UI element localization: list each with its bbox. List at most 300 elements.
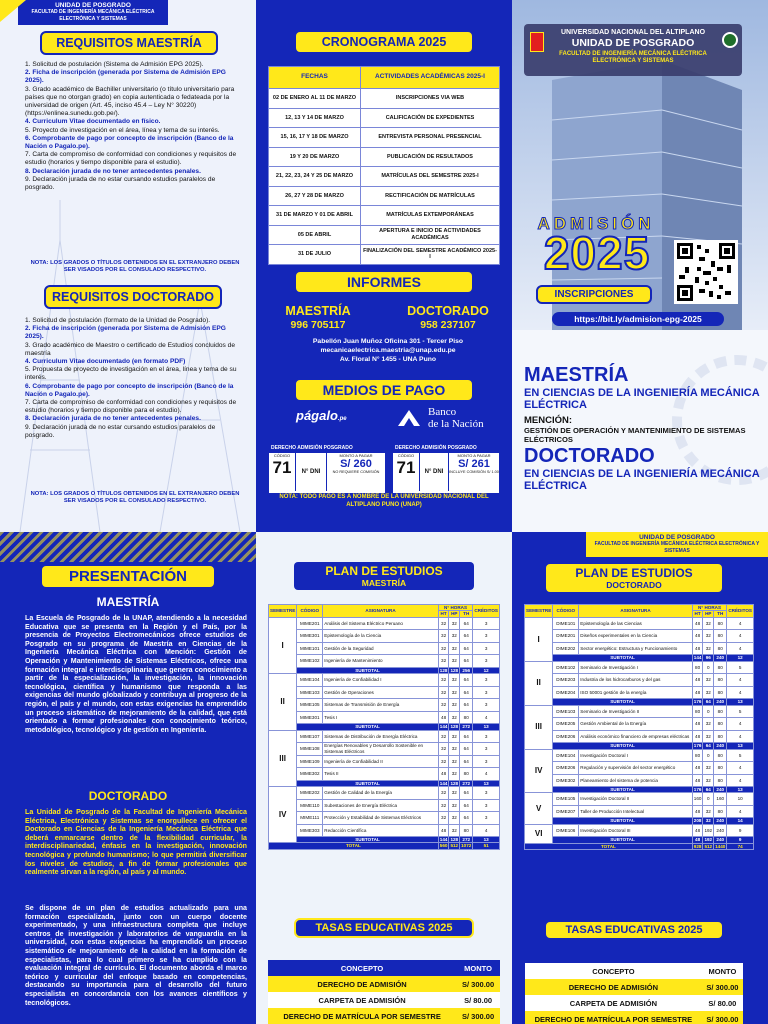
requisito-item: 9. Declaración jurada de no estar cursando estudios paralelos de posgrado.: [25, 423, 216, 439]
plan-cell: 240: [714, 824, 727, 837]
plan-row: [269, 630, 500, 643]
subtotal-cell: 128: [450, 667, 459, 673]
plan-row: [269, 799, 500, 812]
asignatura-cell: Redacción Científica: [323, 824, 438, 837]
requisito-item: 3. Grado académico de Bachiller universitario (o título universitario para países que no otorgan grado) en copia autenticada o fedateada por la universidad de origen (Art. 45, inciso 45.4 – Ley N° 30220) (https://enlinea.sunedu.gob.pe/).: [25, 85, 235, 118]
requisito-item: 6. Comprobante de pago por concepto de inscripción (Banco de la Nación o Pagalo.pe).: [25, 134, 234, 151]
plan-cell: 4: [473, 824, 500, 837]
plan-header: N° HORAS: [438, 605, 473, 611]
informes-maestria-label: MAESTRÍA: [285, 304, 351, 318]
informes-title: INFORMES: [294, 270, 474, 294]
asignatura-cell: Diseños experimentales en la Ciencia: [579, 630, 692, 643]
plan-doctorado-tag: UNIDAD DE POSGRADO FACULTAD DE INGENIERÍA MECÁNICA ELÉCTRICA ELECTRÓNICA Y SISTEMAS: [586, 532, 768, 557]
subtotal-cell: SUBTOTAL: [553, 787, 692, 793]
subtotal-cell: 144: [439, 724, 448, 730]
plan-cell: 48: [692, 774, 703, 787]
plan-cell: 3: [473, 630, 500, 643]
subtotal-cell: 64: [703, 743, 714, 749]
plan-cell: 32: [438, 617, 449, 630]
plan-cell: MIME108: [297, 743, 323, 756]
pay-box-banco: DERECHO ADMISIÓN POSGRADO CÓDIGO 71 N° DNI MONTO A PAGAR S/ 261 INCLUYE COMISIÓN S/ 1.00: [393, 443, 499, 493]
plan-cell: 48: [692, 674, 703, 687]
plan-header: TH: [714, 611, 727, 617]
cronograma-actividad: ENTREVISTA PERSONAL PRESENCIAL: [361, 128, 500, 148]
subtotal-cell: 14: [727, 818, 754, 824]
total-cell: 512: [704, 843, 713, 849]
plan-row: [525, 774, 754, 787]
plan-header: CRÉDITOS: [473, 605, 500, 618]
total-cell: 74: [727, 843, 754, 849]
cronograma-row: [269, 167, 500, 187]
asignatura-cell: Investigación Doctoral III: [579, 824, 692, 837]
subtotal-cell: 272: [460, 724, 473, 730]
plan-cell: 4: [473, 768, 500, 781]
pay-box-pagalo: DERECHO ADMISIÓN POSGRADO CÓDIGO 71 N° DNI MONTO A PAGAR S/ 260 NO REQUIERE COMISIÓN: [269, 443, 385, 493]
tasa-monto: S/ 80.00: [456, 992, 500, 1008]
plan-cell: 32: [438, 655, 449, 668]
cronograma-fecha: 26, 27 Y 28 DE MARZO: [269, 186, 361, 206]
plan-cell: 48: [692, 642, 703, 655]
pagalo-logo: págalo.pe: [296, 408, 347, 423]
plan-cell: 32: [449, 699, 460, 712]
plan-row: [525, 642, 754, 655]
plan-cell: 32: [449, 655, 460, 668]
informes-doctorado-phone[interactable]: 958 237107: [420, 319, 476, 331]
semester-cell: III: [269, 730, 297, 786]
plan-row: [525, 824, 754, 837]
cover-header-text: UNIVERSIDAD NACIONAL DEL ALTIPLANO UNIDAD DE POSGRADO FACULTAD DE INGENIERÍA MECÁNICA ELÉCTRICA ELECTRÓNICA Y SISTEMAS: [559, 29, 707, 64]
qr-code[interactable]: [674, 240, 738, 304]
plan-cell: 48: [692, 686, 703, 699]
plan-cell: 10: [727, 793, 754, 806]
informes-email[interactable]: mecanicaelectrica.maestria@unap.edu.pe: [320, 347, 456, 354]
plan-cell: 48: [692, 718, 703, 731]
total-cell: 1440: [715, 843, 726, 849]
cronograma-fecha: 31 DE MARZO Y 01 DE ABRIL: [269, 206, 361, 226]
plan-cell: 4: [727, 718, 754, 731]
asignatura-cell: Gestión de la Seguridad: [323, 642, 438, 655]
asignatura-cell: Gestión Ambiental de la Energía: [579, 718, 692, 731]
subtotal-cell: 240: [714, 818, 727, 824]
plan-cell: DIME102: [553, 661, 579, 674]
subtotal-cell: SUBTOTAL: [297, 667, 438, 673]
subtotal-cell: 13: [473, 724, 500, 730]
cover-panel: [512, 0, 768, 532]
plan-cell: 64: [460, 730, 473, 743]
plan-cell: 48: [692, 805, 703, 818]
cronograma-actividad: MATRÍCULAS DEL SEMESTRE 2025-I: [361, 167, 500, 187]
plan-row: [269, 686, 500, 699]
plan-cell: DIME206: [553, 730, 579, 743]
maestria-heading: MAESTRÍA: [524, 364, 629, 386]
subtotal-cell: 176: [693, 787, 702, 793]
asignatura-cell: Tesis I: [323, 711, 438, 724]
plan-cell: DIME302: [553, 774, 579, 787]
total-cell: 1072: [461, 843, 472, 849]
plan-row: [525, 705, 754, 718]
plan-cell: 5: [727, 749, 754, 762]
mencion-text: GESTIÓN DE OPERACIÓN Y MANTENIMIENTO DE SISTEMAS ELÉCTRICOS: [524, 426, 746, 444]
plan-cell: 80: [714, 730, 727, 743]
plan-cell: 48: [692, 617, 703, 630]
presentacion-maestria-heading: MAESTRÍA: [96, 595, 160, 609]
semester-cell: VI: [525, 824, 553, 843]
plan-cell: DIME206: [553, 762, 579, 775]
cronograma-actividad: MATRÍCULAS EXTEMPORÁNEAS: [361, 206, 500, 226]
subtotal-cell: SUBTOTAL: [553, 655, 692, 661]
cronograma-actividad: CALIFICACIÓN DE EXPEDIENTES: [361, 108, 500, 128]
tasa-monto: S/ 300.00: [456, 976, 500, 992]
plan-cell: 32: [703, 774, 714, 787]
admision-label: ADMISIÓN: [537, 214, 655, 233]
plan-maestria-title: PLAN DE ESTUDIOS MAESTRÍA: [294, 562, 474, 590]
subtotal-cell: 272: [460, 780, 473, 786]
presentacion-maestria-text: La Escuela de Posgrado de la UNAP, atendiendo a la necesidad Educativa que se presenta en la Región y el País, por la presencia de Proyectos Electromecánicos ofrece estudios de Posgrado en su programa de Maestría en Ciencias de la Ingeniería Mecánica Eléctrica con Mención: Gestión de Operación y Mantenimiento de Sistemas Eléctricos, ofrece una formación integral e interdisciplinaria que genera conocimiento a partir de la especialización, la investigación, la innovación tecnológica, científica y humanismo que responda a las exigencias del mundo globalizado y contribuya al progreso de la región, el país y el mundo, con estas exigencias ha emprendido un proceso sistemático de mejoramiento de la calidad, que está orientado a formar profesionales con conocimiento teórico, metodológico, tecnológico y de gestión en Ingeniería.: [25, 614, 247, 734]
plan-row: [269, 824, 500, 837]
plan-cell: 64: [460, 642, 473, 655]
tasa-row: [525, 979, 743, 995]
plan-cell: 4: [727, 730, 754, 743]
asignatura-cell: Gestión de Operaciones: [323, 686, 438, 699]
plan-cell: 3: [473, 655, 500, 668]
plan-cell: MIME105: [297, 699, 323, 712]
plan-row: [525, 762, 754, 775]
plan-cell: 64: [460, 674, 473, 687]
subtotal-cell: 128: [450, 837, 459, 843]
requisito-item: 3. Grado académico de Maestro o certificado de Estudios concluidos de maestría: [25, 341, 236, 357]
subtotal-cell: 208: [693, 818, 702, 824]
tasa-header: [525, 963, 743, 979]
plan-cell: MIME303: [297, 824, 323, 837]
plan-cell: 32: [703, 630, 714, 643]
plan-row: [269, 787, 500, 800]
plan-cell: 64: [460, 686, 473, 699]
plan-cell: 80: [714, 617, 727, 630]
plan-cell: 64: [460, 787, 473, 800]
presentacion-doctorado-text: La Unidad de Posgrado de la Facultad de Ingeniería Mecánica Eléctrica, Electrónica y Sistemas se enorgullece en ofrecer el Doctorado en Ciencias de la Ingeniería Mecánica Eléctrica que deberá enmarcarse dentro de la flexibilidad curricular, la interdisciplinariedad, énfasis en la investigación, innovación tecnológica y profundo humanismo; lo que permitirá diversificar los niveles de estudios, a fin de formar profesionales que realmente sirvan a la región, al país y al mundo.: [25, 808, 247, 877]
plan-cell: 4: [727, 642, 754, 655]
requisito-item: 4. Curriculum Vitae documentado en físico.: [25, 118, 161, 126]
plan-cell: 80: [714, 630, 727, 643]
plan-cell: 32: [449, 617, 460, 630]
total-row: [525, 843, 754, 849]
plan-cell: 4: [727, 762, 754, 775]
plan-cell: 64: [460, 655, 473, 668]
plan-cell: 32: [703, 730, 714, 743]
tasa-monto-header: MONTO: [702, 963, 743, 979]
plan-cell: DIME103: [553, 705, 579, 718]
subtotal-cell: 64: [703, 787, 714, 793]
total-cell: 51: [473, 843, 500, 849]
plan-row: [269, 768, 500, 781]
plan-row: [269, 812, 500, 825]
semester-cell: II: [269, 674, 297, 730]
asignatura-cell: Investigación Doctoral I: [579, 749, 692, 762]
subtotal-cell: 144: [439, 780, 448, 786]
plan-cell: 80: [460, 768, 473, 781]
plan-row: [269, 674, 500, 687]
plan-cell: DIME205: [553, 718, 579, 731]
cronograma-row: [269, 225, 500, 245]
subtotal-cell: SUBTOTAL: [553, 699, 692, 705]
subtotal-cell: 13: [473, 780, 500, 786]
asignatura-cell: Regulación y supervisión del sector energético: [579, 762, 692, 775]
asignatura-cell: Epistemología de las Ciencias: [579, 617, 692, 630]
cronograma-fecha: 15, 16, 17 Y 18 DE MARZO: [269, 128, 361, 148]
plan-cell: 64: [460, 812, 473, 825]
plan-cell: 64: [460, 799, 473, 812]
qr-icon: [677, 243, 735, 301]
plan-cell: 32: [438, 674, 449, 687]
asignatura-cell: Sector energético: Estructura y Funcionamiento: [579, 642, 692, 655]
asignatura-cell: Subestaciones de Energía Eléctrica: [323, 799, 438, 812]
plan-cell: 0: [703, 661, 714, 674]
asignatura-cell: Sistemas de Distribución de Energía Eléctrica: [323, 730, 438, 743]
requisito-item: 1. Solicitud de postulación (Sistema de Admisión EPG 2025).: [25, 61, 204, 68]
subtotal-cell: SUBTOTAL: [297, 780, 438, 786]
subtotal-cell: 176: [693, 699, 702, 705]
cronograma-title: CRONOGRAMA 2025: [294, 30, 474, 54]
plan-cell: DIME207: [553, 805, 579, 818]
plan-row: [269, 743, 500, 756]
cover-programs: [524, 364, 760, 492]
subtotal-cell: 240: [714, 655, 727, 661]
plan-cell: DIME101: [553, 617, 579, 630]
requisito-item: 2. Ficha de inscripción (generada por Sistema de Admisión EPG 2025).: [25, 69, 226, 85]
plan-cell: 32: [449, 686, 460, 699]
subtotal-cell: 13: [473, 837, 500, 843]
plan-row: [269, 617, 500, 630]
plan-row: [525, 749, 754, 762]
plan-cell: DIME201: [553, 630, 579, 643]
plan-header: SEMESTRE: [525, 605, 553, 618]
requisito-item: 9. Declaración jurada de no estar cursando estudios paralelos de posgrado.: [25, 175, 216, 192]
asignatura-cell: Sistemas de Transmisión de Energía: [323, 699, 438, 712]
plan-cell: 48: [692, 730, 703, 743]
plan-cell: 3: [473, 699, 500, 712]
subtotal-cell: 240: [714, 743, 727, 749]
cronograma-actividad: APERTURA E INICIO DE ACTIVIDADES ACADÉMICAS: [361, 225, 500, 245]
plan-cell: 32: [703, 686, 714, 699]
tasa-concepto: CARPETA DE ADMISIÓN: [525, 995, 702, 1011]
presentacion-doctorado-text2: Se dispone de un plan de estudios actualizado para una formación especializada, junto con un cuerpo docente experimentado, y una infraestructura completa que incluye centros de investigación y laboratorios de vanguardia en la universidad, con estas exigencias ha emprendido un proceso sistemático de mejoramiento de la calidad en la formación de especialistas, para lo cual primero se ha cumplido con la evaluación integral de currículo. El documento aborda el marco teórico y curricular del enfoque basado en competencias, destacando su importancia para el desarrollo del futuro especialista en concordancia con los avances científicos y tecnológicos.: [25, 904, 247, 1007]
plan-cell: 3: [473, 674, 500, 687]
subtotal-cell: SUBTOTAL: [553, 818, 692, 824]
plan-cell: 4: [727, 805, 754, 818]
informes-maestria-phone[interactable]: 996 705117: [290, 319, 346, 331]
tasa-monto: S/ 300.00: [456, 1008, 500, 1024]
plan-cell: MIME301: [297, 630, 323, 643]
plan-cell: 160: [692, 793, 703, 806]
plan-header: CRÉDITOS: [727, 605, 754, 618]
plan-cell: MIME302: [297, 768, 323, 781]
subtotal-cell: 64: [703, 699, 714, 705]
tasa-row: [525, 995, 743, 1011]
informes-address: Pabellón Juan Muñoz Oficina 301 - Tercer Piso: [312, 338, 464, 345]
tasa-concepto: DERECHO DE MATRÍCULA POR SEMESTRE: [525, 1011, 702, 1024]
cronograma-table: [268, 66, 500, 265]
cronograma-row: [269, 245, 500, 265]
req-doctorado-note: NOTA: LOS GRADOS O TÍTULOS OBTENIDOS EN EL EXTRANJERO DEBEN SER VISADOS POR EL CONSULADO RESPECTIVO.: [30, 491, 240, 504]
subtotal-cell: 128: [450, 780, 459, 786]
plan-cell: 32: [438, 730, 449, 743]
plan-row: [525, 630, 754, 643]
plan-cell: 3: [473, 787, 500, 800]
req-doctorado-list: [25, 317, 245, 440]
admision-year: 2025: [543, 227, 651, 279]
plan-header: HP: [703, 611, 714, 617]
presentacion-title: PRESENTACIÓN: [40, 564, 216, 589]
cronograma-fecha: 05 DE ABRIL: [269, 225, 361, 245]
plan-header: ASIGNATURA: [323, 605, 438, 618]
plan-cell: 4: [473, 711, 500, 724]
tasa-row: [268, 976, 500, 992]
plan-cell: MIME202: [297, 787, 323, 800]
subtotal-cell: 176: [693, 743, 702, 749]
total-cell: 928: [693, 843, 702, 849]
stripes-decoration: [0, 532, 256, 562]
plan-doctorado-table: [524, 604, 754, 850]
plan-cell: 80: [460, 711, 473, 724]
inscripcion-url[interactable]: https://bit.ly/admision-epg-2025: [552, 312, 724, 326]
banco-icon: [396, 408, 422, 430]
plan-cell: 160: [714, 793, 727, 806]
tasas-doctorado-title: TASAS EDUCATIVAS 2025: [544, 920, 724, 940]
subtotal-cell: 240: [714, 837, 727, 843]
plan-cell: 3: [473, 617, 500, 630]
plan-cell: 32: [449, 711, 460, 724]
plan-row: [269, 711, 500, 724]
plan-cell: 80: [714, 705, 727, 718]
subtotal-cell: SUBTOTAL: [297, 837, 438, 843]
semester-cell: I: [269, 617, 297, 673]
asignatura-cell: Epistemología de la Ciencia: [323, 630, 438, 643]
requisito-item: 1. Solicitud de postulación (formato de la Unidad de Posgrado).: [25, 317, 211, 324]
plan-cell: 32: [449, 799, 460, 812]
plan-cell: 32: [438, 686, 449, 699]
plan-cell: 3: [473, 743, 500, 756]
plan-cell: MIME102: [297, 655, 323, 668]
plan-cell: 32: [703, 718, 714, 731]
doctorado-subtitle: EN CIENCIAS DE LA INGENIERÍA MECÁNICA ELÉCTRICA: [524, 468, 760, 492]
una-shield-icon: [530, 32, 544, 52]
subtotal-cell: SUBTOTAL: [553, 837, 692, 843]
col-fechas: FECHAS: [269, 67, 361, 89]
asignatura-cell: Protección y Estabilidad de Sistemas Eléctricos: [323, 812, 438, 825]
tasa-header: [268, 960, 500, 976]
plan-cell: 80: [460, 824, 473, 837]
total-row: [269, 843, 500, 849]
tasa-monto: S/ 300.00: [702, 979, 743, 995]
subtotal-cell: 128: [439, 667, 448, 673]
plan-cell: 4: [727, 674, 754, 687]
semester-cell: I: [525, 617, 553, 661]
tasa-row: [525, 1011, 743, 1024]
plan-cell: 32: [703, 762, 714, 775]
cronograma-row: [269, 108, 500, 128]
plan-row: [269, 755, 500, 768]
plan-cell: MIME107: [297, 730, 323, 743]
plan-cell: 80: [714, 749, 727, 762]
plan-cell: 32: [703, 674, 714, 687]
tasa-monto-header: MONTO: [456, 960, 500, 976]
asignatura-cell: ISO 50001 gestión de la energía: [579, 686, 692, 699]
plan-cell: 32: [438, 642, 449, 655]
subtotal-cell: 32: [703, 818, 714, 824]
plan-cell: 32: [449, 743, 460, 756]
plan-row: [269, 642, 500, 655]
cronograma-fecha: 19 Y 20 DE MARZO: [269, 147, 361, 167]
plan-cell: 3: [473, 799, 500, 812]
plan-cell: DIME104: [553, 749, 579, 762]
asignatura-cell: Ingeniería de Confiabilidad I: [323, 674, 438, 687]
plan-cell: 4: [727, 617, 754, 630]
plan-row: [269, 655, 500, 668]
asignatura-cell: Energías Renovables y Desarrollo Sostenible en Sistemas Eléctricos: [323, 743, 438, 756]
subtotal-cell: 240: [714, 699, 727, 705]
requisito-item: 7. Carta de compromiso de conformidad con condiciones y requisitos de estudio (horarios y tiempo disponible para el estudio).: [25, 151, 237, 167]
subtotal-cell: 48: [692, 837, 703, 843]
plan-cell: 32: [438, 799, 449, 812]
informes-doctorado-label: DOCTORADO: [407, 304, 489, 318]
inscripciones-label: INSCRIPCIONES: [536, 285, 652, 304]
plan-cell: 48: [438, 711, 449, 724]
subtotal-cell: 12: [727, 655, 754, 661]
plan-row: [269, 699, 500, 712]
req-doctorado-title: REQUISITOS DOCTORADO: [44, 285, 222, 309]
cronograma-fecha: 02 DE ENERO AL 11 DE MARZO: [269, 89, 361, 109]
cronograma-actividad: INSCRIPCIONES VIA WEB: [361, 89, 500, 109]
requisito-item: 4. Curriculum Vitae documentado (en formato PDF): [25, 358, 186, 366]
total-cell: TOTAL: [525, 843, 693, 849]
plan-cell: 64: [460, 743, 473, 756]
plan-cell: 48: [438, 768, 449, 781]
subtotal-cell: 240: [714, 787, 727, 793]
plan-cell: 32: [438, 787, 449, 800]
tasa-monto: S/ 300.00: [702, 1011, 743, 1024]
plan-cell: 80: [714, 718, 727, 731]
plan-cell: 48: [692, 630, 703, 643]
plan-cell: 80: [692, 705, 703, 718]
tasa-concepto: DERECHO DE ADMISIÓN: [268, 976, 456, 992]
plan-header: N° HORAS: [692, 605, 727, 611]
plan-row: [525, 805, 754, 818]
plan-cell: MIME111: [297, 812, 323, 825]
asignatura-cell: Ingeniería de Mantenimiento: [323, 655, 438, 668]
subtotal-cell: 272: [460, 837, 473, 843]
plan-cell: 48: [692, 824, 703, 837]
plan-cell: 3: [473, 812, 500, 825]
plan-cell: DIME203: [553, 674, 579, 687]
plan-cell: 0: [703, 749, 714, 762]
plan-cell: 64: [460, 630, 473, 643]
maestria-subtitle: EN CIENCIAS DE LA INGENIERÍA MECÁNICA ELÉCTRICA: [524, 387, 760, 411]
plan-cell: 32: [703, 642, 714, 655]
plan-cell: 32: [438, 699, 449, 712]
subtotal-cell: SUBTOTAL: [553, 743, 692, 749]
subtotal-cell: 9: [727, 837, 754, 843]
plan-cell: 80: [714, 674, 727, 687]
plan-cell: DIME105: [553, 793, 579, 806]
plan-header: HT: [438, 611, 449, 617]
plan-header: TH: [460, 611, 473, 617]
plan-cell: 32: [703, 805, 714, 818]
tasa-concepto-header: CONCEPTO: [525, 963, 702, 979]
plan-header: SEMESTRE: [269, 605, 297, 618]
col-actividades: ACTIVIDADES ACADÉMICAS 2025-I: [361, 67, 500, 89]
requisito-item: 2. Ficha de inscripción (generada por Sistema de Admisión EPG 2025).: [25, 325, 226, 341]
plan-cell: 0: [703, 793, 714, 806]
